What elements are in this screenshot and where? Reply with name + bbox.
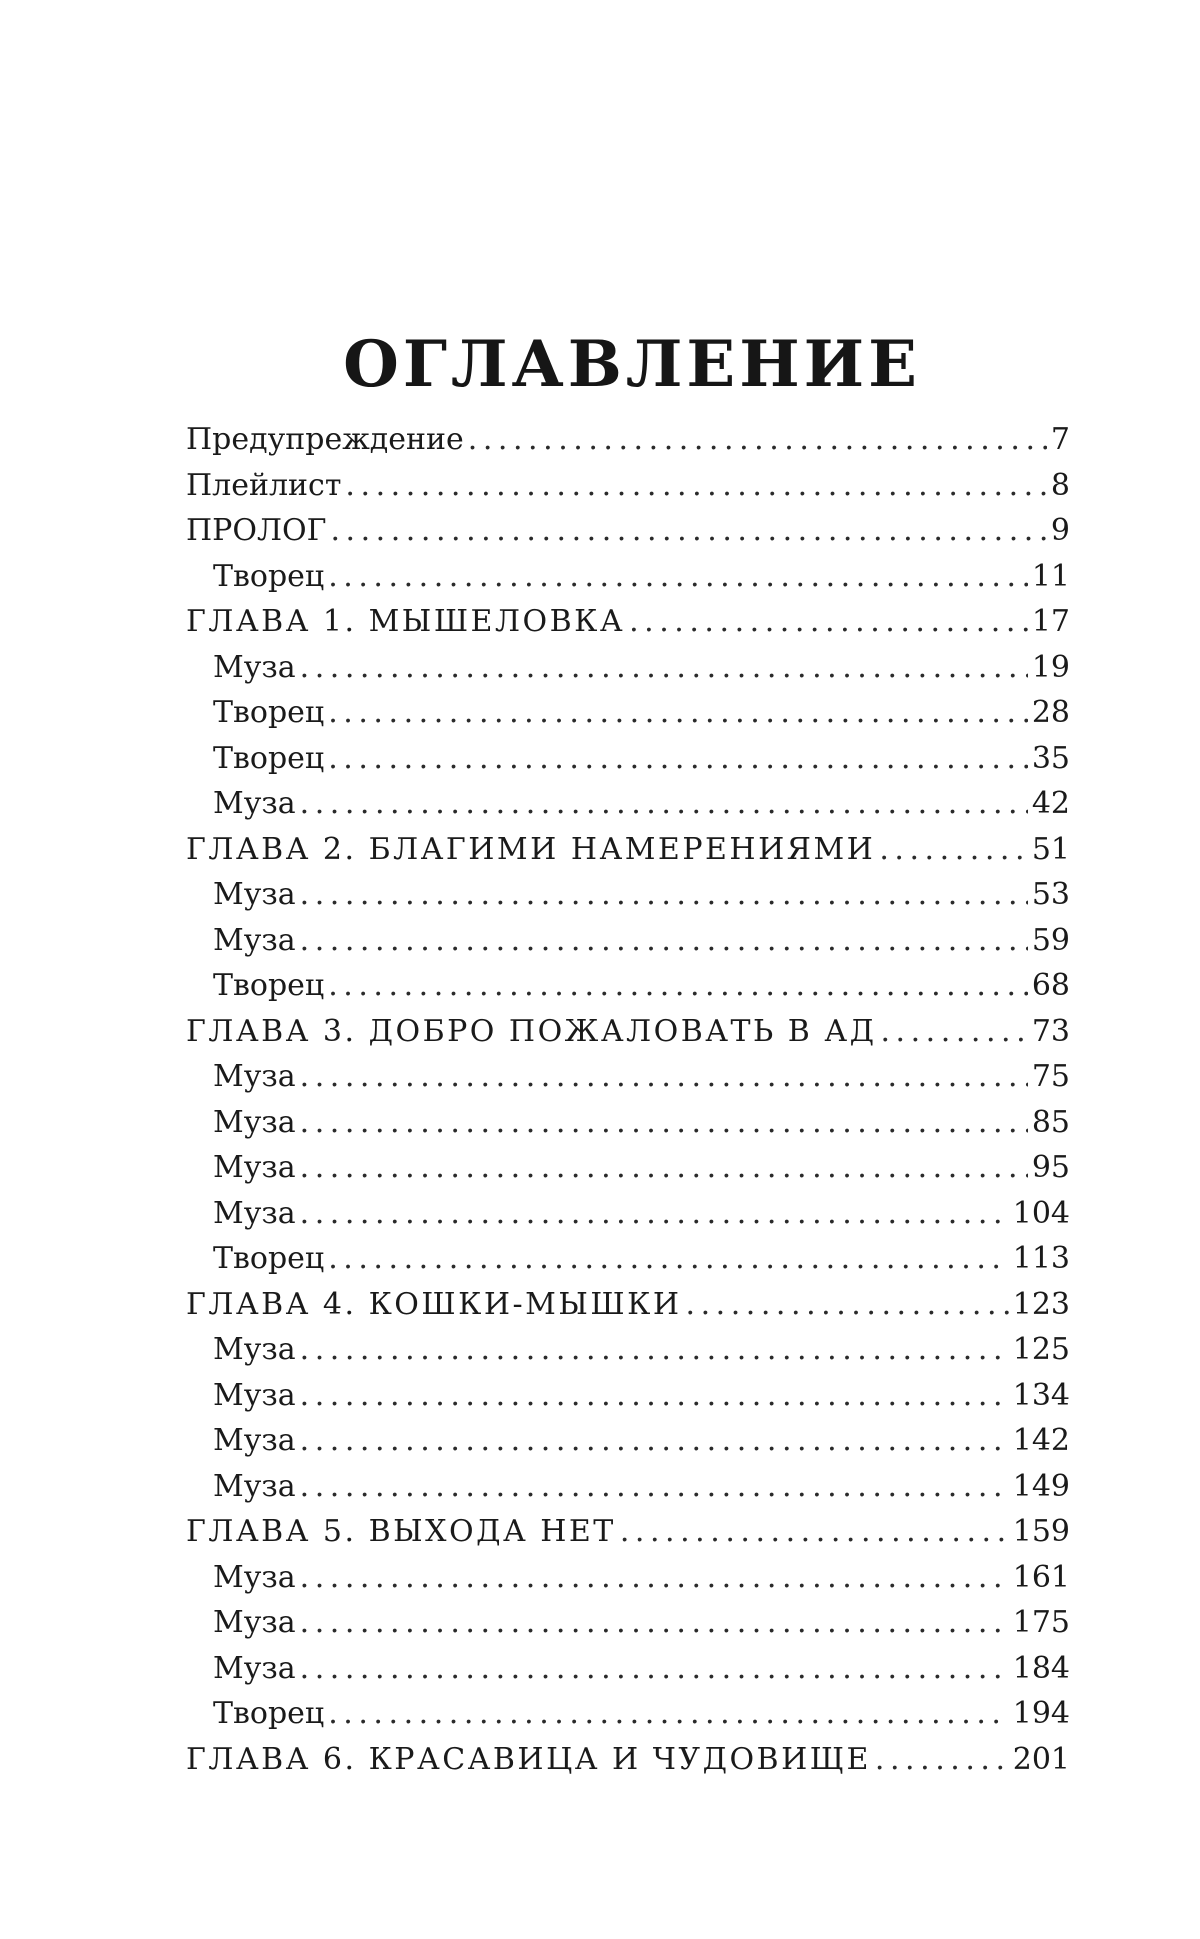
toc-entry: [186, 1691, 1070, 1737]
toc-entry-title: Муза: [213, 1423, 296, 1458]
toc-entry-title: Муза: [213, 1150, 296, 1185]
toc-entry: [186, 963, 1070, 1009]
toc-entry-page-number: 123: [1012, 1286, 1070, 1322]
toc-entry-page-number: 184: [1012, 1650, 1070, 1686]
toc-entry-page-number: 17: [1031, 604, 1070, 639]
toc-entry-page-number: 95: [1031, 1150, 1070, 1185]
toc-entry-title: Муза: [213, 1332, 296, 1367]
toc-entry: [186, 918, 1070, 964]
toc-entry: [186, 1236, 1070, 1282]
dot-leader: [300, 1464, 1009, 1509]
toc-entry-title: Муза: [213, 786, 296, 821]
dot-leader: [879, 827, 1027, 872]
toc-entry-title: Муза: [213, 1559, 296, 1595]
dot-leader: [468, 417, 1047, 462]
dot-leader: [328, 1691, 1009, 1736]
toc-entry: [186, 1054, 1070, 1100]
toc-entry-page-number: 7: [1050, 422, 1070, 457]
toc-entry: [186, 1282, 1070, 1328]
toc-entry: [186, 1373, 1070, 1419]
toc-entry-page-number: 134: [1012, 1377, 1070, 1413]
toc-entry-title: Муза: [213, 877, 296, 912]
dot-leader: [300, 1555, 1009, 1600]
dot-leader: [880, 1009, 1027, 1054]
dot-leader: [328, 690, 1028, 735]
toc-entry-page-number: 68: [1031, 968, 1070, 1003]
toc-entry: [186, 463, 1070, 509]
toc-entry-title: Творец: [213, 1696, 325, 1731]
toc-entry-page-number: 75: [1031, 1059, 1070, 1094]
toc-entry: [186, 599, 1070, 645]
dot-leader: [300, 1373, 1009, 1418]
dot-leader: [620, 1509, 1009, 1554]
toc-entry-title: Творец: [213, 740, 325, 776]
toc-entry: [186, 872, 1070, 918]
dot-leader: [300, 1145, 1028, 1190]
dot-leader: [300, 645, 1028, 690]
toc-entry-page-number: 194: [1012, 1696, 1070, 1731]
toc-entry-title: Муза: [213, 1104, 296, 1140]
toc-entry-page-number: 53: [1031, 877, 1070, 912]
toc-entry-page-number: 104: [1012, 1195, 1070, 1231]
toc-entry: [186, 690, 1070, 736]
toc-entry-title: ГЛАВА 2. БЛАГИМИ НАМЕРЕНИЯМИ: [186, 831, 876, 867]
toc-entry-page-number: 11: [1031, 558, 1070, 594]
toc-entry: [186, 1737, 1070, 1783]
toc-entry-page-number: 9: [1050, 513, 1070, 548]
toc-entry-page-number: 159: [1012, 1514, 1070, 1549]
dot-leader: [300, 1646, 1009, 1691]
toc-entry: [186, 508, 1070, 554]
toc-entry: [186, 1464, 1070, 1510]
dot-leader: [328, 736, 1028, 781]
toc-entry-page-number: 28: [1031, 695, 1070, 730]
toc-entry-title: Муза: [213, 922, 296, 958]
toc-entry: [186, 1327, 1070, 1373]
toc-entry-page-number: 125: [1012, 1332, 1070, 1367]
dot-leader: [328, 554, 1028, 599]
toc-entry: [186, 827, 1070, 873]
dot-leader: [300, 872, 1028, 917]
toc-entry-page-number: 161: [1012, 1559, 1070, 1595]
toc-entry-title: ГЛАВА 6. КРАСАВИЦА И ЧУДОВИЩЕ: [186, 1741, 871, 1777]
dot-leader: [300, 918, 1028, 963]
toc-entry: [186, 781, 1070, 827]
toc-entry: [186, 1555, 1070, 1601]
dot-leader: [300, 781, 1028, 826]
toc-entry-page-number: 142: [1012, 1423, 1070, 1458]
toc-entry: [186, 1646, 1070, 1692]
toc-entry: [186, 1600, 1070, 1646]
toc-entry-page-number: 42: [1031, 786, 1070, 821]
toc-entry-title: Муза: [213, 1195, 296, 1231]
toc-entry-page-number: 73: [1031, 1013, 1070, 1049]
toc-entry-title: ГЛАВА 4. КОШКИ-МЫШКИ: [186, 1286, 682, 1322]
page-title: ОГЛАВЛЕНИЕ: [343, 327, 921, 402]
toc-entry-title: Муза: [213, 1468, 296, 1504]
toc-entry-page-number: 85: [1031, 1104, 1070, 1140]
dot-leader: [300, 1327, 1009, 1372]
toc-entry-title: Творец: [213, 558, 325, 594]
toc-entry: [186, 1418, 1070, 1464]
toc-entry: [186, 417, 1070, 463]
toc-entry-page-number: 19: [1031, 649, 1070, 685]
toc-entry-page-number: 201: [1012, 1741, 1070, 1777]
toc-entry-title: Муза: [213, 1059, 296, 1094]
toc-entry-title: Творец: [213, 1241, 325, 1276]
toc-entry: [186, 1509, 1070, 1555]
toc-entry-title: Творец: [213, 695, 325, 730]
toc-entry-title: Муза: [213, 1650, 296, 1686]
dot-leader: [300, 1100, 1028, 1145]
toc-entry: [186, 1100, 1070, 1146]
toc-entry-title: ПРОЛОГ: [186, 513, 327, 548]
dot-leader: [300, 1600, 1009, 1645]
toc-entry: [186, 736, 1070, 782]
toc-entry: [186, 1009, 1070, 1055]
toc-entry-title: Муза: [213, 1605, 296, 1640]
dot-leader: [686, 1282, 1009, 1327]
dot-leader: [300, 1054, 1028, 1099]
dot-leader: [328, 1236, 1009, 1281]
toc-entry-page-number: 35: [1031, 740, 1070, 776]
toc-entry-title: Творец: [213, 968, 325, 1003]
toc-entry-page-number: 113: [1012, 1241, 1070, 1276]
dot-leader: [345, 463, 1046, 508]
toc-entry-title: Плейлист: [186, 467, 342, 503]
toc-entry: [186, 554, 1070, 600]
toc-entry-title: Муза: [213, 649, 296, 685]
toc-entry: [186, 1191, 1070, 1237]
toc-entry: [186, 645, 1070, 691]
table-of-contents: [186, 417, 1070, 1782]
toc-entry-page-number: 175: [1012, 1605, 1070, 1640]
toc-entry-title: ГЛАВА 3. ДОБРО ПОЖАЛОВАТЬ В АД: [186, 1013, 877, 1049]
toc-entry-title: Муза: [213, 1377, 296, 1413]
toc-entry-page-number: 149: [1012, 1468, 1070, 1504]
toc-entry-page-number: 51: [1031, 831, 1070, 867]
dot-leader: [629, 599, 1028, 644]
dot-leader: [875, 1737, 1009, 1782]
toc-entry-title: Предупреждение: [186, 422, 464, 457]
toc-entry-page-number: 8: [1050, 467, 1070, 503]
toc-entry-page-number: 59: [1031, 922, 1070, 958]
toc-entry-title: ГЛАВА 1. МЫШЕЛОВКА: [186, 604, 626, 639]
dot-leader: [330, 508, 1046, 553]
toc-entry: [186, 1145, 1070, 1191]
dot-leader: [300, 1191, 1009, 1236]
dot-leader: [300, 1418, 1009, 1463]
toc-entry-title: ГЛАВА 5. ВЫХОДА НЕТ: [186, 1514, 616, 1549]
dot-leader: [328, 963, 1028, 1008]
